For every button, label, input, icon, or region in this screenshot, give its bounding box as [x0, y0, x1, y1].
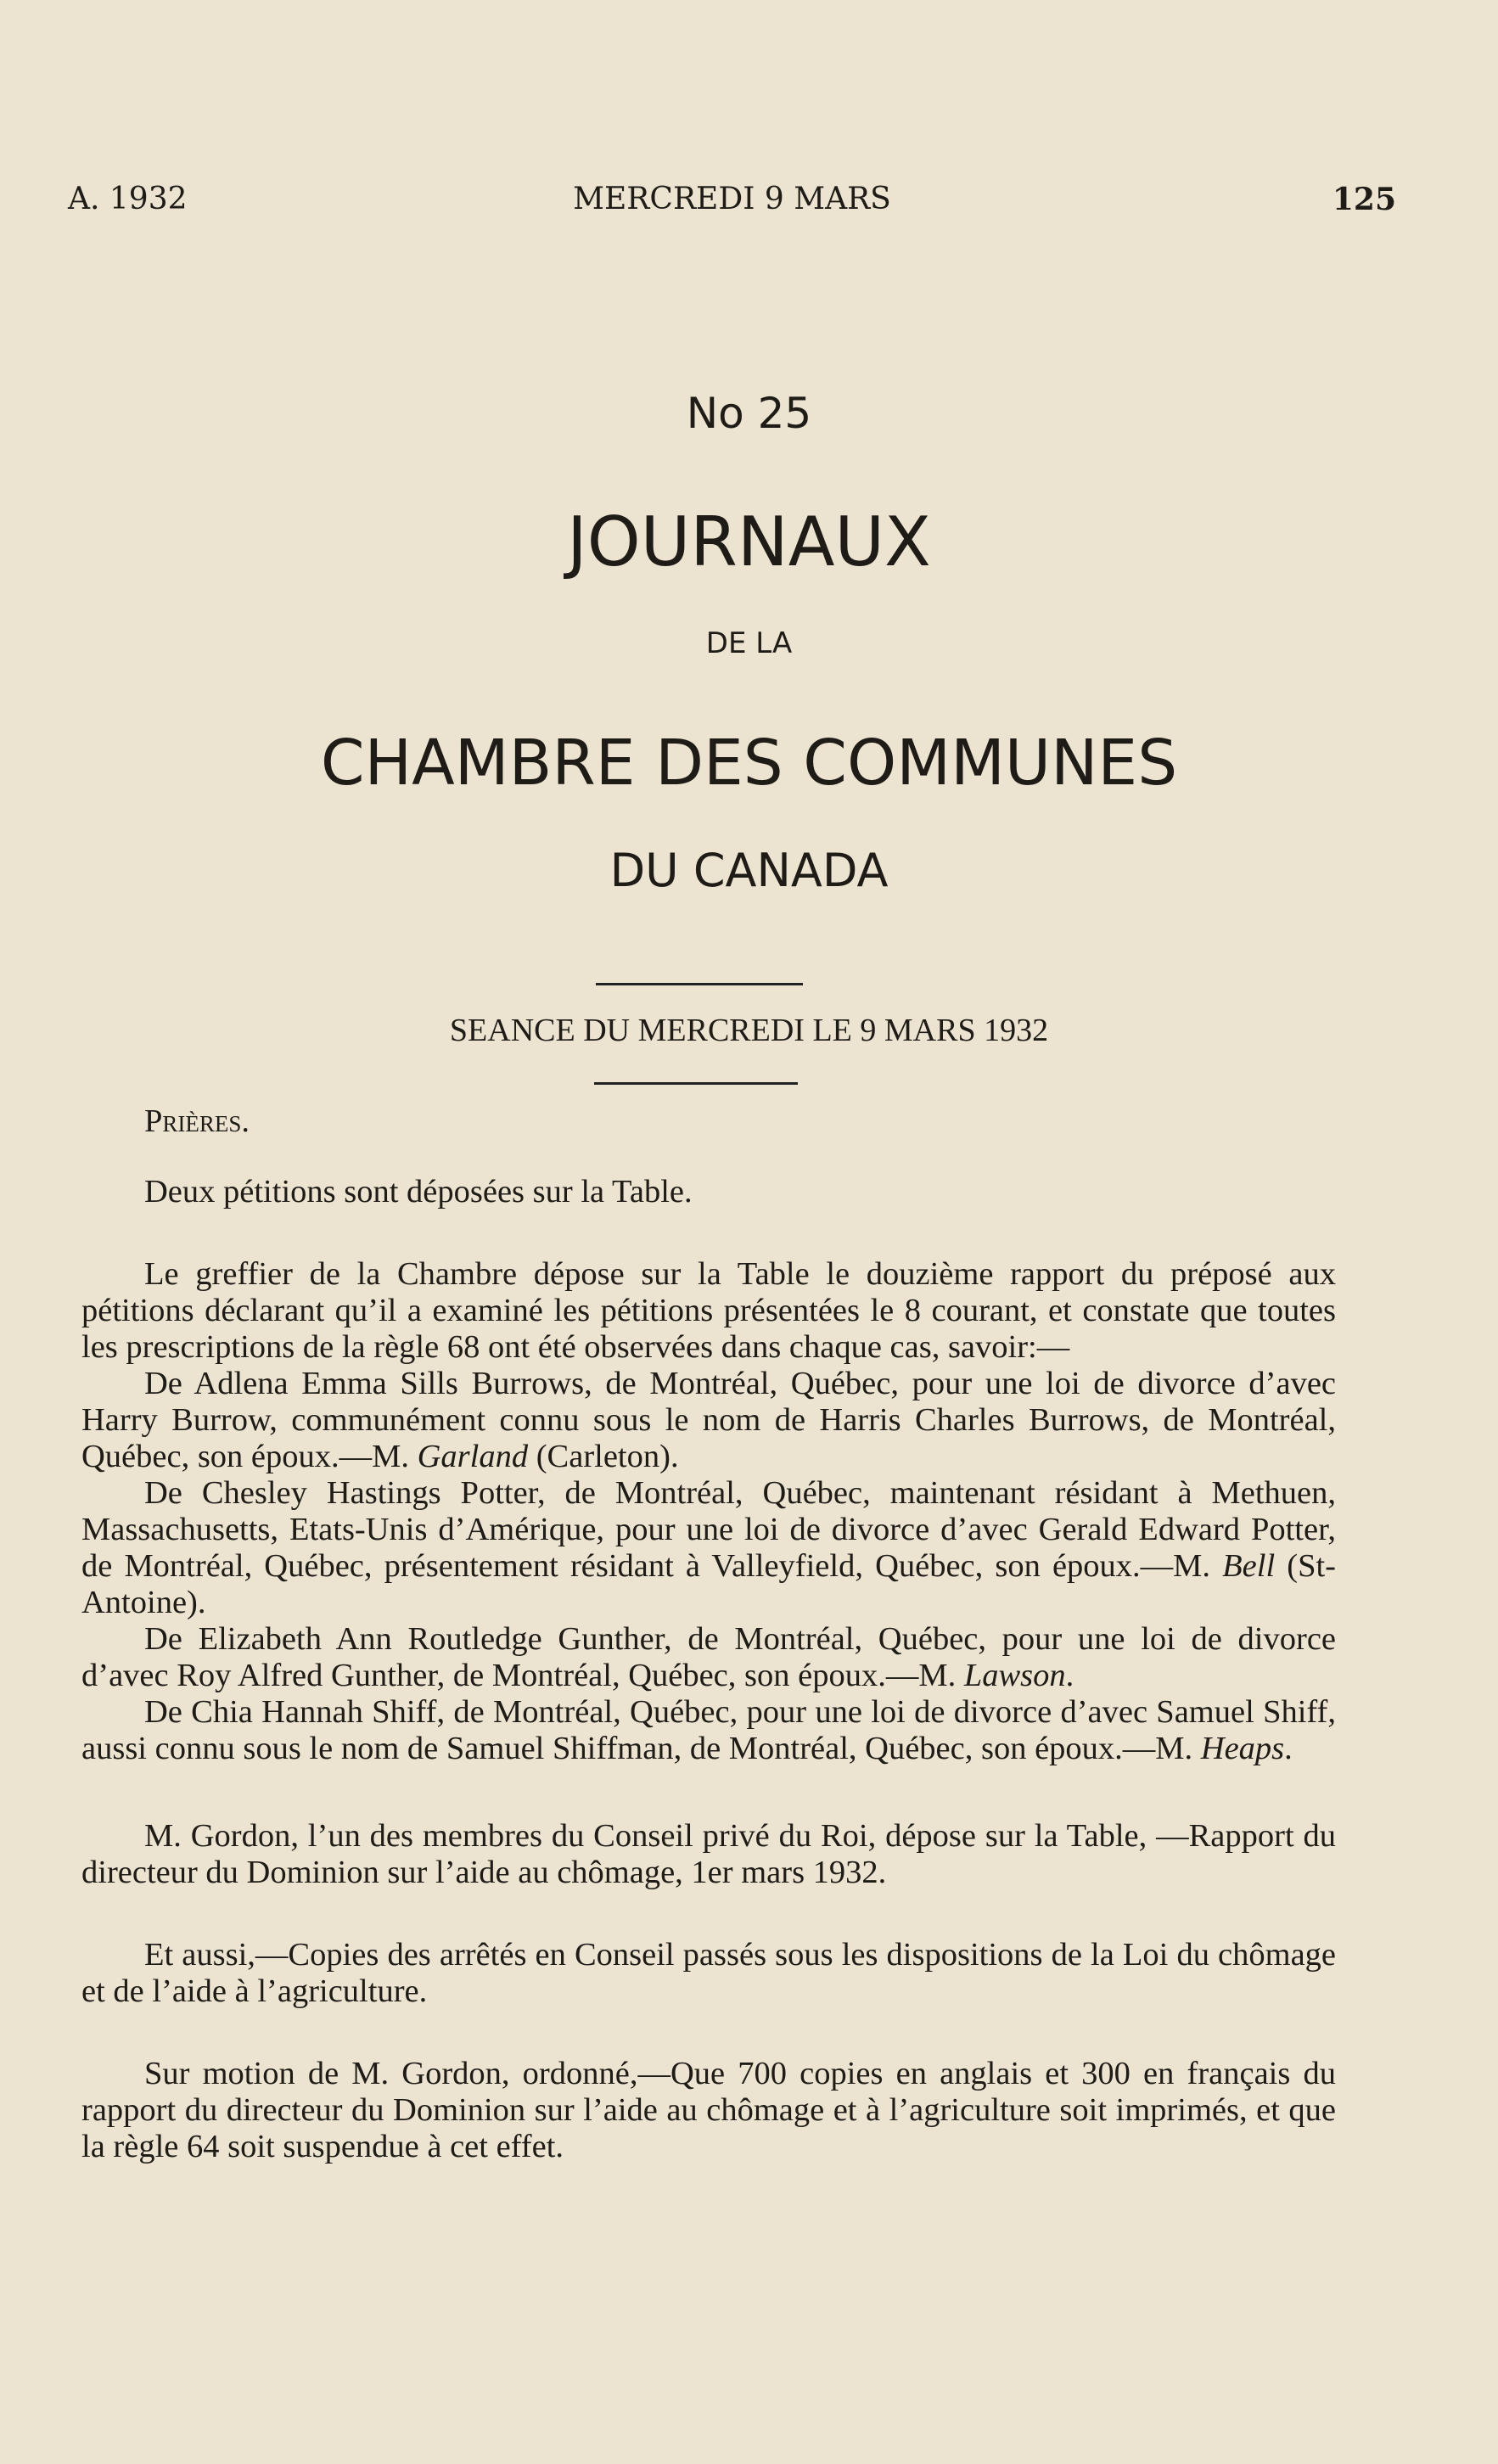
divider-top [596, 983, 803, 985]
title-chambre: CHAMBRE DES COMMUNES [320, 727, 1178, 800]
seance-heading: SEANCE DU MERCREDI LE 9 MARS 1932 [449, 1013, 1049, 1048]
member-riding: . [1284, 1731, 1293, 1766]
petition-text: De Elizabeth Ann Routledge Gunther, de Montréal, Québec, pour une loi de divorce d’avec Roy Alfred Gunther, de Montréal, Québec, son époux.—M. [81, 1621, 1336, 1693]
prieres-heading: Prières. [144, 1103, 250, 1139]
member-riding: . [1065, 1658, 1074, 1693]
header-year: A. 1932 [68, 182, 188, 216]
title-journaux: JOURNAUX [567, 502, 931, 581]
petition-text: De Chesley Hastings Potter, de Montréal, Québec, maintenant résidant à Methuen, Massachusetts, Etats-Unis d’Amérique, pour une loi de divorce d’avec Gerald Edward Potter, de Montréal, Québec, présentement résidant à Valleyfield, Québec, son époux.—M. [81, 1475, 1336, 1584]
divider-bottom [594, 1082, 798, 1085]
petition-text: De Chia Hannah Shiff, de Montréal, Québec, pour une loi de divorce d’avec Samuel Shiff, aussi connu sous le nom de Samuel Shiffman, de Montréal, Québec, son époux.—M. [81, 1694, 1336, 1766]
petition-gunther [81, 1621, 1336, 1694]
header-date: MERCREDI 9 MARS [573, 182, 891, 216]
member-name: Lawson [963, 1658, 1066, 1693]
petition-shiff [81, 1694, 1336, 1767]
running-header [68, 182, 1396, 224]
member-name: Bell [1222, 1548, 1276, 1584]
page-number: 125 [1332, 182, 1396, 217]
journal-number: No 25 [686, 389, 812, 438]
paragraph-orders-in-council: Et aussi,—Copies des arrêtés en Conseil passés sous les dispositions de la Loi du chômage et de l’aide à l’agriculture. [81, 1937, 1336, 2009]
petition-text: De Adlena Emma Sills Burrows, de Montréal, Québec, pour une loi de divorce d’avec Harry Burrow, communément connu sous le nom de Harris Charles Burrows, de Montréal, Québec, son époux.—M. [81, 1366, 1336, 1474]
petition-potter [81, 1475, 1336, 1621]
paragraph-petitions-deposited: Deux pétitions sont déposées sur la Table. [144, 1174, 693, 1210]
member-name: Heaps [1200, 1731, 1285, 1766]
paragraph-motion-printing: Sur motion de M. Gordon, ordonné,—Que 700 copies en anglais et 300 en français du rapport du directeur du Dominion sur l’aide au chômage et à l’agriculture soit imprimés, et que la règle 64 soit suspendue à cet effet. [81, 2056, 1336, 2164]
title-de-la: DE LA [705, 626, 793, 660]
petition-burrows [81, 1366, 1336, 1475]
title-du-canada: DU CANADA [609, 844, 889, 897]
member-riding: (St-Antoine). [81, 1548, 1336, 1620]
journal-body [81, 1103, 1336, 2165]
member-name: Garland [417, 1439, 529, 1474]
paragraph-clerk-report: Le greffier de la Chambre dépose sur la Table le douzième rapport du préposé aux pétitions déclarant qu’il a examiné les pétitions présentées le 8 courant, et constate que toutes les prescriptions de la règle 68 ont été observées dans chaque cas, savoir:— [81, 1256, 1336, 1365]
member-riding: (Carleton). [528, 1439, 679, 1474]
paragraph-gordon-report: M. Gordon, l’un des membres du Conseil privé du Roi, dépose sur la Table, —Rapport du directeur du Dominion sur l’aide au chômage, 1er mars 1932. [81, 1818, 1336, 1890]
